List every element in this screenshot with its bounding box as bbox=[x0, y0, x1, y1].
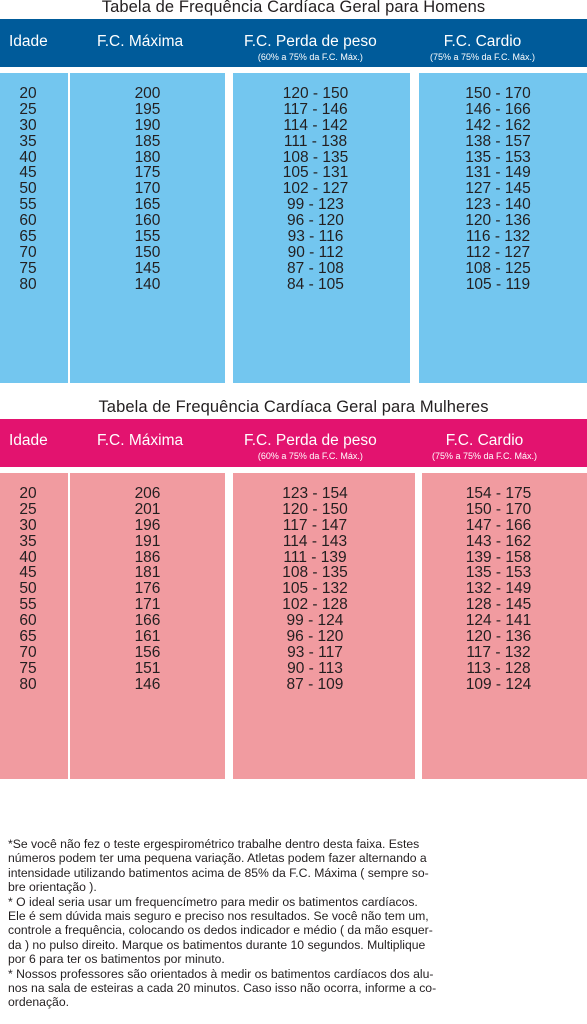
table-cell: 90 - 112 bbox=[287, 243, 344, 261]
table-cell: 142 - 162 bbox=[465, 116, 531, 134]
table-cell: 124 - 141 bbox=[465, 612, 532, 630]
table-cell: 120 - 136 bbox=[465, 212, 531, 230]
table-cell: 113 - 128 bbox=[466, 659, 531, 677]
table-cell: 201 bbox=[134, 500, 161, 518]
table-cell: 45 bbox=[19, 564, 37, 582]
women-idade-column bbox=[0, 473, 68, 779]
table-cell: 176 bbox=[134, 580, 161, 598]
table-cell: 191 bbox=[134, 532, 161, 550]
table-cell: 102 - 127 bbox=[282, 180, 349, 198]
table-cell: 127 - 145 bbox=[465, 180, 531, 198]
footnote-line: nos na sala de esteiras a cada 20 minutos. Caso isso não ocorra, informe a co- bbox=[8, 981, 437, 996]
table-cell: 111 - 138 bbox=[283, 132, 348, 150]
table-cell: 20 bbox=[19, 85, 37, 102]
women-table-header bbox=[0, 419, 587, 467]
table-cell: 99 - 124 bbox=[286, 612, 344, 630]
table-cell: 35 bbox=[19, 132, 37, 150]
table-cell: 175 bbox=[134, 164, 161, 182]
table-cell: 114 - 143 bbox=[282, 532, 348, 550]
table-cell: 180 bbox=[134, 148, 161, 166]
table-cell: 108 - 125 bbox=[465, 259, 531, 277]
table-cell: 65 bbox=[19, 628, 37, 646]
table-cell: 128 - 145 bbox=[465, 596, 532, 614]
table-cell: 135 - 153 bbox=[465, 148, 531, 166]
men-table-title: Tabela de Frequência Cardíaca Geral para Homens bbox=[101, 0, 486, 16]
table-cell: 87 - 108 bbox=[287, 259, 344, 277]
table-cell: 60 bbox=[19, 212, 37, 230]
table-cell: 90 - 113 bbox=[287, 659, 343, 677]
table-cell: 186 bbox=[134, 548, 161, 566]
table-cell: 35 bbox=[19, 532, 37, 550]
table-cell: 30 bbox=[19, 116, 37, 134]
table-cell: 200 bbox=[134, 85, 161, 102]
table-cell: 50 bbox=[19, 580, 37, 598]
table-cell: 70 bbox=[19, 643, 37, 661]
table-cell: 87 - 109 bbox=[286, 675, 344, 693]
table-cell: 140 bbox=[134, 275, 161, 293]
table-cell: 170 bbox=[134, 180, 161, 198]
table-cell: 40 bbox=[19, 548, 37, 566]
women-cardio-values bbox=[416, 486, 581, 693]
table-cell: 96 - 120 bbox=[286, 628, 344, 646]
women-fc-max-values bbox=[70, 486, 225, 693]
women-idade-values bbox=[0, 486, 62, 693]
men-header-fc-max: F.C. Máxima bbox=[97, 33, 184, 50]
footnote-line: bre orientação ). bbox=[8, 880, 97, 895]
men-header-perda: F.C. Perda de peso bbox=[244, 33, 377, 50]
footnote-line: intensidade utilizando batimentos acima de 85% da F.C. Máxima ( sempre so- bbox=[8, 865, 429, 880]
table-cell: 108 - 135 bbox=[282, 148, 349, 166]
table-cell: 132 - 149 bbox=[465, 580, 532, 598]
footnote-line: números podem ter uma pequena variação. Atletas podem fazer alternando a bbox=[8, 851, 427, 866]
men-header-idade: Idade bbox=[9, 33, 48, 50]
women-header-idade: Idade bbox=[9, 432, 48, 449]
men-cardio-values bbox=[414, 86, 582, 293]
women-perda-values bbox=[224, 486, 406, 693]
table-cell: 50 bbox=[19, 180, 37, 198]
women-table-title: Tabela de Frequência Cardíaca Geral para Mulheres bbox=[98, 398, 489, 416]
table-cell: 84 - 105 bbox=[287, 275, 344, 293]
table-cell: 99 - 123 bbox=[287, 196, 344, 214]
women-fc-max-column bbox=[70, 473, 225, 779]
table-cell: 155 bbox=[134, 228, 161, 246]
table-cell: 154 - 175 bbox=[465, 485, 532, 502]
table-cell: 60 bbox=[19, 612, 37, 630]
table-cell: 40 bbox=[19, 148, 37, 166]
table-cell: 20 bbox=[19, 485, 37, 502]
men-header-cardio: F.C. Cardio bbox=[443, 33, 522, 50]
table-cell: 156 bbox=[134, 643, 161, 661]
footnote-line: Ele é sem dúvida mais seguro e preciso nos resultados. Se você não tem um, bbox=[8, 909, 429, 924]
table-cell: 190 bbox=[134, 116, 161, 134]
table-cell: 96 - 120 bbox=[287, 212, 344, 230]
men-header-perda-sub: (60% a 75% da F.C. Máx.) bbox=[257, 52, 363, 62]
men-cardio-column bbox=[419, 73, 587, 383]
men-table-header bbox=[0, 19, 587, 67]
footnote-line: *Se você não fez o teste ergespirométrico trabalhe dentro desta faixa. Estes bbox=[8, 837, 420, 851]
women-perda-column bbox=[233, 473, 415, 779]
table-cell: 65 bbox=[19, 228, 37, 246]
men-idade-values bbox=[0, 86, 62, 293]
table-cell: 93 - 117 bbox=[287, 643, 343, 661]
table-cell: 80 bbox=[19, 675, 37, 693]
table-cell: 120 - 150 bbox=[282, 85, 349, 102]
men-perda-values bbox=[227, 86, 404, 293]
table-cell: 75 bbox=[19, 659, 37, 677]
footnote-line: por 6 para ter os batimentos por minuto. bbox=[8, 952, 225, 967]
table-cell: 25 bbox=[19, 100, 37, 118]
table-cell: 80 bbox=[19, 275, 37, 293]
table-cell: 166 bbox=[134, 612, 161, 630]
table-cell: 147 - 166 bbox=[465, 516, 532, 534]
table-cell: 75 bbox=[19, 259, 37, 277]
footnote-line: * Nossos professores são orientados à medir os batimentos cardíacos dos alu- bbox=[8, 966, 434, 981]
table-cell: 139 - 158 bbox=[465, 548, 532, 566]
table-cell: 131 - 149 bbox=[465, 164, 531, 182]
table-cell: 117 - 132 bbox=[466, 643, 531, 661]
table-cell: 117 - 147 bbox=[282, 516, 348, 534]
women-header-perda-sub: (60% a 75% da F.C. Máx.) bbox=[257, 451, 363, 461]
men-header-cardio-sub: (75% a 75% da F.C. Máx.) bbox=[430, 52, 536, 62]
table-cell: 114 - 142 bbox=[283, 116, 348, 134]
table-cell: 135 - 153 bbox=[465, 564, 532, 582]
table-cell: 171 bbox=[134, 596, 161, 614]
table-cell: 112 - 127 bbox=[465, 243, 531, 261]
table-cell: 120 - 136 bbox=[465, 628, 532, 646]
table-cell: 105 - 119 bbox=[465, 275, 531, 293]
table-cell: 55 bbox=[19, 596, 37, 614]
table-cell: 150 - 170 bbox=[465, 500, 532, 518]
table-cell: 185 bbox=[134, 132, 161, 150]
table-cell: 123 - 154 bbox=[282, 485, 348, 502]
women-header-cardio: F.C. Cardio bbox=[445, 432, 524, 449]
table-cell: 123 - 140 bbox=[465, 196, 531, 214]
table-cell: 105 - 132 bbox=[282, 580, 348, 598]
table-cell: 55 bbox=[19, 196, 37, 214]
table-cell: 102 - 128 bbox=[282, 596, 348, 614]
table-cell: 146 bbox=[134, 675, 161, 693]
footnote-line: da ) no pulso direito. Marque os batimentos durante 10 segundos. Multiplique bbox=[8, 937, 426, 952]
table-cell: 145 bbox=[134, 259, 161, 277]
table-cell: 206 bbox=[134, 485, 161, 502]
table-cell: 108 - 135 bbox=[282, 564, 348, 582]
women-cardio-column bbox=[422, 473, 587, 779]
table-cell: 109 - 124 bbox=[465, 675, 532, 693]
footnote-line: ordenação. bbox=[8, 995, 69, 1010]
men-fc-max-values bbox=[70, 86, 225, 293]
men-fc-max-column bbox=[70, 73, 225, 383]
table-cell: 70 bbox=[19, 243, 37, 261]
footnote-line: controle a frequência, colocando os dedos indicador e médio ( da mão esquer- bbox=[8, 923, 433, 938]
women-header-perda: F.C. Perda de peso bbox=[244, 432, 377, 449]
table-cell: 117 - 146 bbox=[283, 100, 348, 118]
table-cell: 120 - 150 bbox=[282, 500, 348, 518]
men-perda-column bbox=[233, 73, 410, 383]
table-cell: 25 bbox=[19, 500, 37, 518]
table-cell: 181 bbox=[134, 564, 161, 582]
footnote-line: * O ideal seria usar um frequencímetro para medir os batimentos cardíacos. bbox=[8, 894, 418, 909]
table-cell: 160 bbox=[134, 212, 161, 230]
women-header-cardio-sub: (75% a 75% da F.C. Máx.) bbox=[432, 451, 538, 461]
table-cell: 111 - 139 bbox=[283, 548, 347, 566]
table-cell: 30 bbox=[19, 516, 37, 534]
table-cell: 138 - 157 bbox=[465, 132, 531, 150]
table-cell: 150 - 170 bbox=[465, 85, 531, 102]
footnotes bbox=[8, 837, 583, 1010]
table-cell: 93 - 116 bbox=[287, 228, 344, 246]
table-cell: 150 bbox=[134, 243, 161, 261]
table-cell: 116 - 132 bbox=[465, 228, 531, 246]
table-cell: 161 bbox=[134, 628, 161, 646]
table-cell: 143 - 162 bbox=[465, 532, 532, 550]
table-cell: 195 bbox=[134, 100, 161, 118]
table-cell: 146 - 166 bbox=[465, 100, 531, 118]
table-cell: 151 bbox=[134, 659, 161, 677]
table-cell: 196 bbox=[134, 516, 161, 534]
women-header-fc-max: F.C. Máxima bbox=[97, 432, 184, 449]
table-cell: 45 bbox=[19, 164, 37, 182]
table-cell: 105 - 131 bbox=[282, 164, 349, 182]
men-idade-column bbox=[0, 73, 68, 383]
table-cell: 165 bbox=[134, 196, 161, 214]
